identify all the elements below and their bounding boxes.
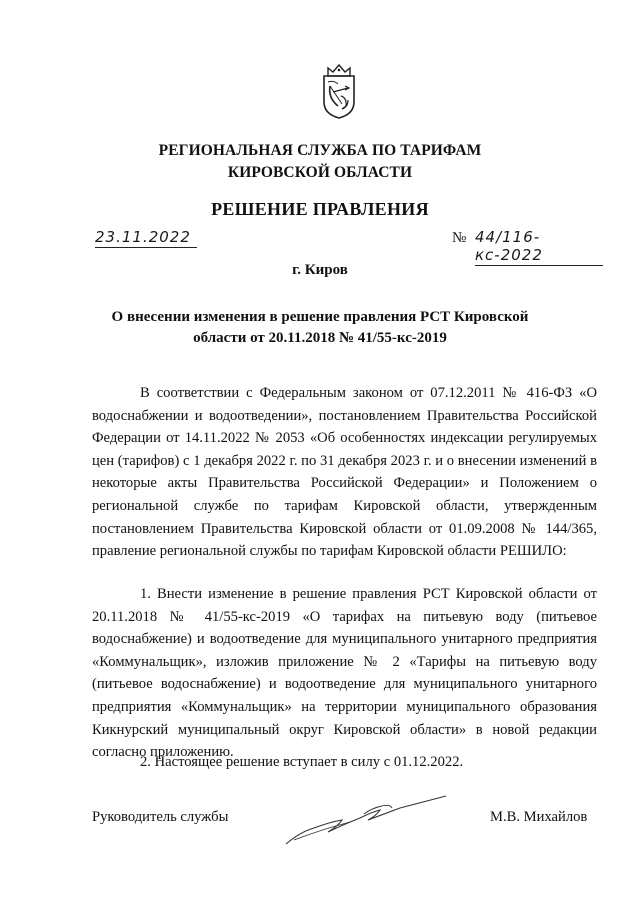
handwritten-signature [280,792,450,852]
decision-subject [0,307,640,349]
signatory-role: Руководитель службы [92,809,229,825]
preamble-paragraph [92,382,597,563]
decision-date: 23.11.2022 [95,228,197,248]
subject-line2: области от 20.11.2018 № 41/55-кс-2019 [193,330,447,346]
kirov-coat-of-arms-icon [318,62,360,120]
preamble-text: В соответствии с Федеральным законом от 07.12.2011 № 416-ФЗ «О водоснабжении и водоотведении», постановлением Правительства Российской Федерации от 14.11.2022 № 2053 «Об особенностях индексации регулируемых цен (тарифов) с 1 декабря 2022 г. по 31 декабря 2023 г. и о внесении изменений в некоторые акты Правительства Российской Федерации» и Положением о региональной службе по тарифам Кировской области, утвержденным постановлением Правительства Кировской области от 01.09.2008 № 144/365, правление региональной службы по тарифам Кировской области РЕШИЛО: [92,385,597,560]
item-1-paragraph [92,583,597,764]
organization-name-line1: РЕГИОНАЛЬНАЯ СЛУЖБА ПО ТАРИФАМ [158,142,482,159]
number-label: № [452,230,467,246]
organization-name-line2: КИРОВСКОЙ ОБЛАСТИ [227,164,413,181]
document-type-title: РЕШЕНИЕ ПРАВЛЕНИЯ [211,199,429,219]
city-name: г. Киров [292,262,348,278]
item-1-text: 1. Внести изменение в решение правления РСТ Кировской области от 20.11.2018 № 41/55-кс-2019 «О тарифах на питьевую воду (питьевое водоснабжение) и водоотведение для муниципального унитарного предприятия «Коммунальщик», изложив приложение № 2 «Тарифы на питьевую воду (питьевое водоснабжение) и водоотведение для муниципального унитарного предприятия «Коммунальщик» на территории муниципального образования Кикнурский муниципальный округ Кировской области» в новой редакции согласно приложению. [92,586,597,761]
signatory-name: М.В. Михайлов [490,809,588,825]
item-2-paragraph [92,751,597,774]
decision-number: 44/116-кс-2022 [475,228,603,266]
subject-line1: О внесении изменения в решение правления РСТ Кировской [111,309,529,325]
item-2-text: 2. Настоящее решение вступает в силу с 01.12.2022. [140,754,464,770]
